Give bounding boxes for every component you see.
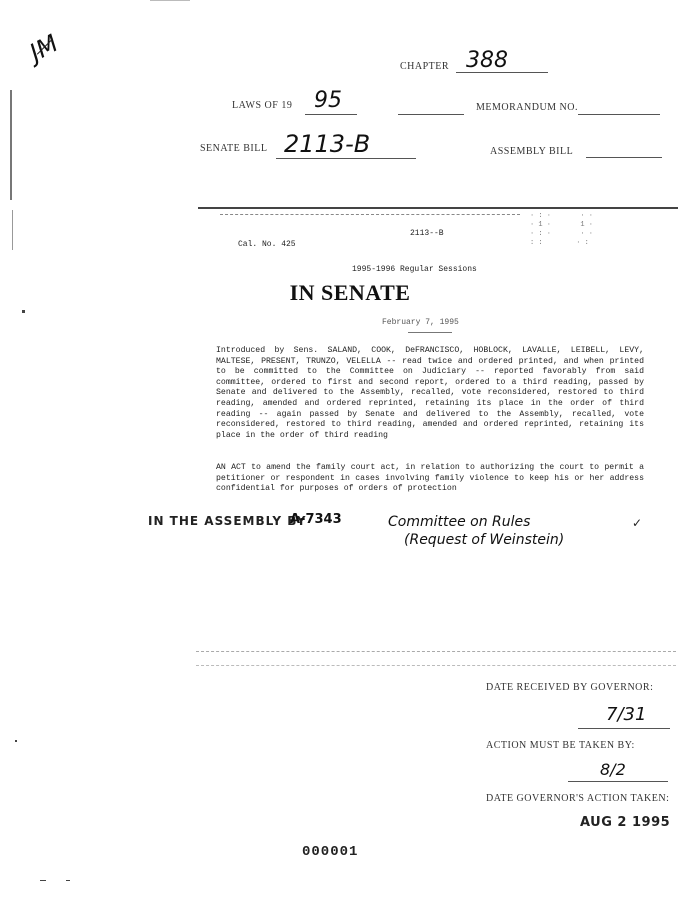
request-note: (Request of Weinstein) bbox=[404, 532, 565, 548]
action-taken-label: DATE GOVERNOR'S ACTION TAKEN: bbox=[486, 793, 670, 804]
committee-note: Committee on Rules bbox=[388, 514, 531, 530]
scan-edge-mark bbox=[12, 210, 13, 250]
assembly-stamp-text: IN THE ASSEMBLY BY bbox=[148, 514, 307, 528]
page-title: IN SENATE bbox=[289, 280, 411, 305]
memorandum-label: MEMORANDUM NO. bbox=[476, 102, 579, 113]
chapter-value: 388 bbox=[466, 48, 508, 73]
scan-edge-mark bbox=[150, 0, 190, 1]
action-taken-stamp: AUG 2 1995 bbox=[580, 815, 671, 830]
memorandum-underline bbox=[578, 114, 660, 115]
assembly-bill-ref: A-7343 bbox=[290, 512, 342, 527]
page-code: 000001 bbox=[302, 844, 359, 860]
session-line: 1995-1996 Regular Sessions bbox=[352, 265, 477, 274]
bill-number: 2113--B bbox=[410, 229, 444, 238]
date-received-value: 7/31 bbox=[606, 704, 647, 725]
check-mark-icon: ✓ bbox=[632, 516, 643, 530]
senate-bill-underline bbox=[276, 158, 416, 159]
scan-edge-mark bbox=[10, 90, 12, 200]
introduction-paragraph: Introduced by Sens. SALAND, COOK, DeFRANCISCO, HOBLOCK, LAVALLE, LEIBELL, LEVY, MALTESE, PRESENT, TRUNZO, VELELLA -- read twice and ordered printed, and when printed to be committed to the Committee on Judiciary -- reported favorably from said committee, ordered to first and second report, ordered to a third reading, passed by Senate and delivered to the Assembly, recalled, vote reconsidered, restored to third reading, amended and ordered reprinted, retaining its place in the order of third reading -- again passed by Senate and delivered to the Assembly, recalled, vote reconsidered, restored to third reading, amended and ordered reprinted, retaining its place in the order of third reading bbox=[216, 346, 644, 440]
action-by-value: 8/2 bbox=[600, 760, 626, 779]
senate-bill-value: 2113-B bbox=[284, 130, 371, 158]
chapter-label: CHAPTER bbox=[400, 61, 450, 72]
header-divider bbox=[198, 207, 678, 209]
action-by-label: ACTION MUST BE TAKEN BY: bbox=[486, 740, 635, 751]
chapter-underline bbox=[456, 72, 548, 73]
faint-divider bbox=[196, 651, 676, 652]
scan-speck bbox=[15, 740, 17, 742]
laws-value: 95 bbox=[314, 88, 342, 113]
date-received-label: DATE RECEIVED BY GOVERNOR: bbox=[486, 682, 654, 693]
margin-marks: · : · · · · 1 · 1 · · : · · · : : · : bbox=[530, 212, 594, 247]
laws-blank-line bbox=[398, 114, 464, 115]
initials-text: JM bbox=[25, 29, 63, 67]
assembly-stamp bbox=[148, 514, 306, 528]
laws-label: LAWS OF 19 bbox=[232, 100, 293, 111]
scan-speck bbox=[66, 880, 70, 881]
act-paragraph: AN ACT to amend the family court act, in relation to authorizing the court to permit a petitioner or respondent in cases involving family violence to keep his or her address confidential for purposes of orders of protection bbox=[216, 463, 644, 494]
date-underline bbox=[408, 332, 452, 333]
faint-divider bbox=[196, 665, 676, 666]
assembly-bill-underline bbox=[586, 157, 662, 158]
date-received-underline bbox=[578, 728, 670, 729]
header-divider-dashed bbox=[220, 214, 520, 215]
senate-bill-label: SENATE BILL bbox=[200, 143, 268, 154]
scan-speck bbox=[22, 310, 25, 313]
calendar-number: Cal. No. 425 bbox=[238, 240, 296, 249]
laws-underline bbox=[305, 114, 357, 115]
introduction-date: February 7, 1995 bbox=[382, 318, 459, 327]
action-by-underline bbox=[568, 781, 668, 782]
scan-speck bbox=[40, 880, 46, 881]
assembly-bill-label: ASSEMBLY BILL bbox=[490, 146, 574, 157]
